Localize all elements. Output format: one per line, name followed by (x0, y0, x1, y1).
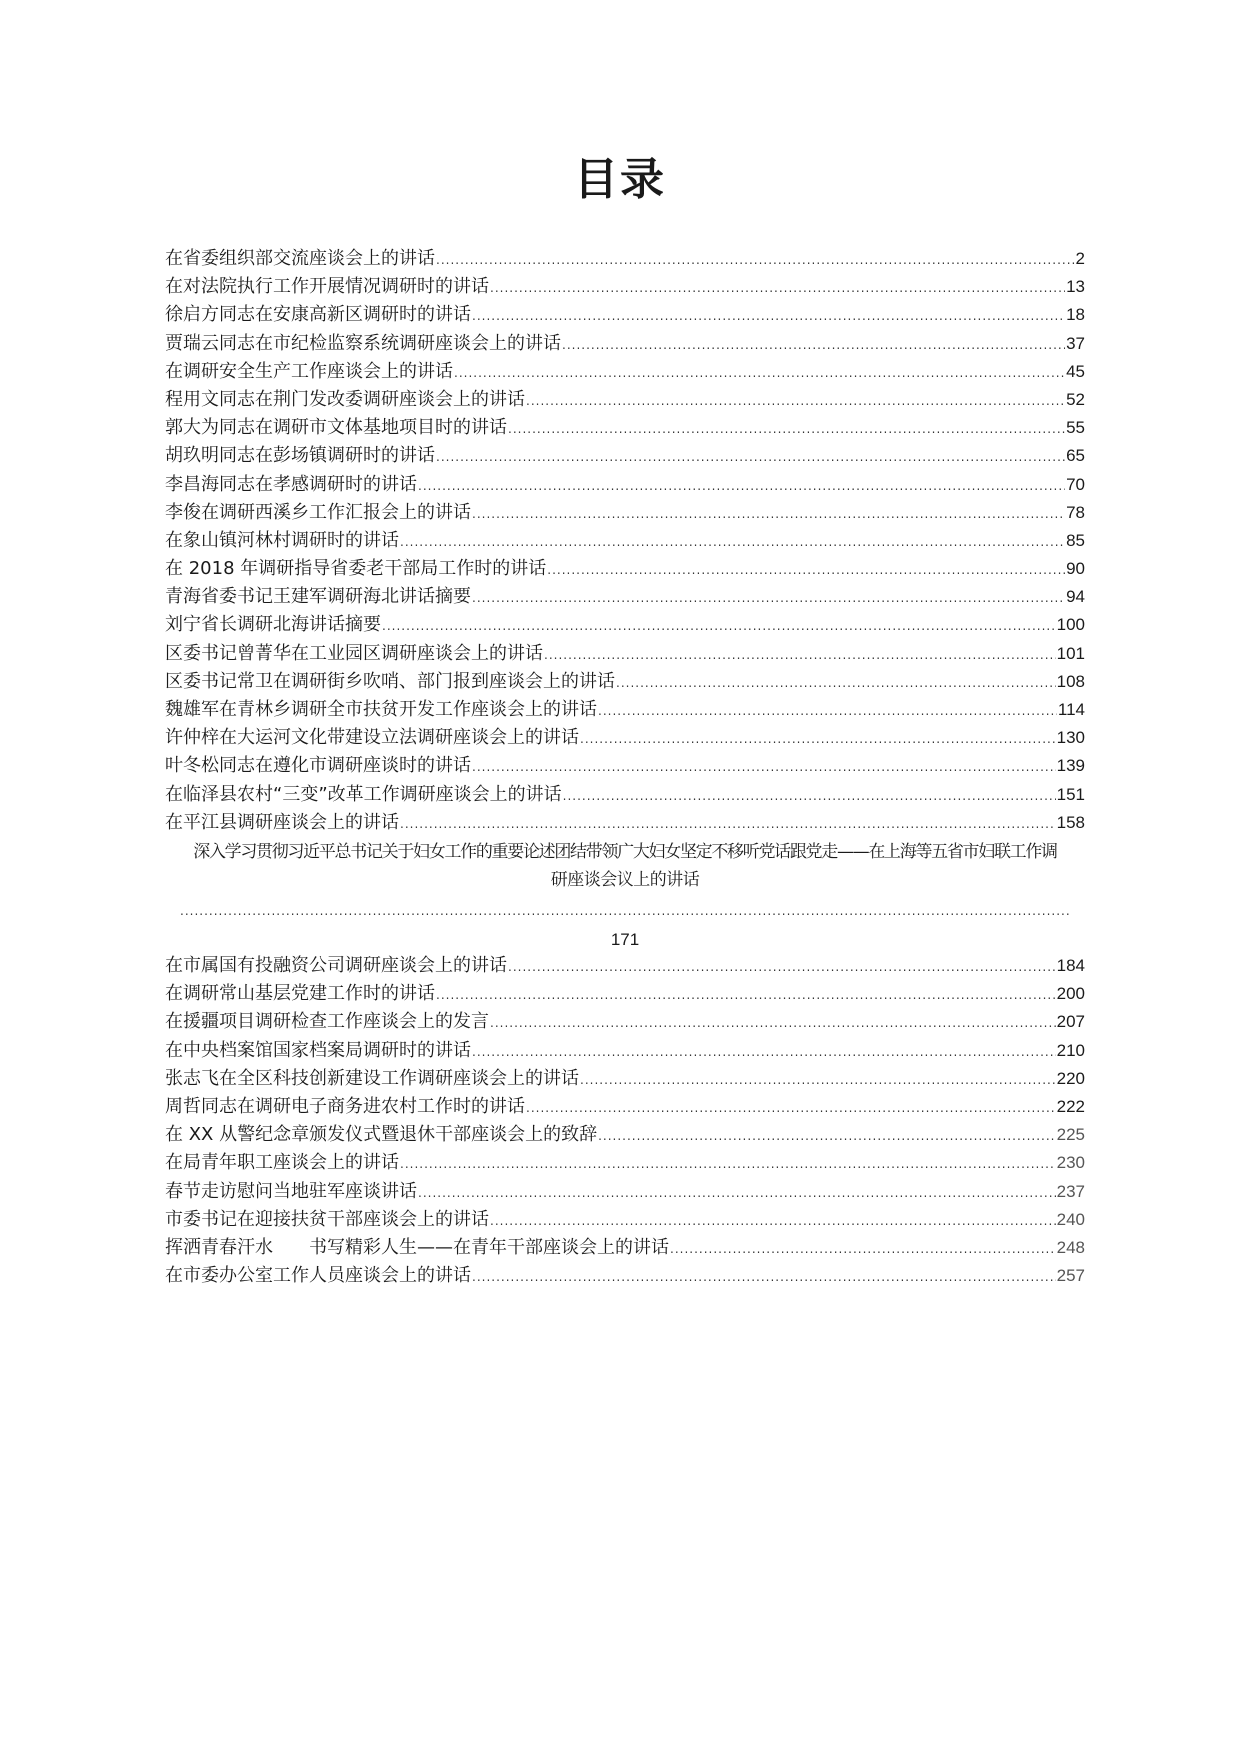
toc-list-part2 (165, 952, 1085, 1290)
toc-leader-dots (547, 556, 1065, 584)
toc-entry-page: 108 (1056, 671, 1085, 691)
toc-entry-title: 魏雄军在青林乡调研全市扶贫开发工作座谈会上的讲话 (165, 699, 597, 720)
toc-leader-dots (436, 246, 1075, 274)
toc-entry-title: 区委书记常卫在调研街乡吹哨、部门报到座谈会上的讲话 (165, 670, 615, 692)
toc-entry-title: 在援疆项目调研检查工作座谈会上的发言 (165, 1011, 489, 1033)
toc-entry-page: 13 (1066, 277, 1085, 297)
toc-entry-page: 100 (1056, 615, 1085, 635)
toc-entry-page: 184 (1056, 956, 1085, 975)
toc-entry[interactable] (165, 952, 1085, 980)
toc-entry-page: 94 (1066, 587, 1085, 607)
toc-entry-title: 李俊在调研西溪乡工作汇报会上的讲话 (165, 501, 471, 523)
toc-entry-title: 在调研安全生产工作座谈会上的讲话 (165, 360, 453, 382)
toc-leader-dots (616, 669, 1056, 697)
toc-entry-page: 230 (1056, 1153, 1085, 1173)
toc-entry-page: 225 (1056, 1125, 1085, 1145)
toc-leader-dots (526, 387, 1065, 415)
toc-entry-page: 210 (1056, 1040, 1085, 1060)
toc-entry[interactable] (165, 527, 1085, 555)
toc-leader-dots (436, 443, 1065, 471)
toc-entry-title: 挥洒青春汗水 书写精彩人生——在青年干部座谈会上的讲话 (165, 1236, 669, 1258)
toc-entry[interactable] (165, 1093, 1085, 1121)
page-title: 目录 (574, 154, 666, 205)
toc-entry-page: 78 (1066, 502, 1085, 522)
toc-entry[interactable] (165, 696, 1085, 724)
toc-entry-long[interactable] (165, 838, 1085, 952)
toc-leader-dots (472, 584, 1065, 612)
toc-entry-title: 张志飞在全区科技创新建设工作调研座谈会上的讲话 (165, 1067, 579, 1089)
toc-entry[interactable] (165, 809, 1085, 837)
toc-leader-dots (562, 331, 1065, 359)
toc-entry[interactable] (165, 752, 1085, 780)
toc-entry-page: 158 (1056, 812, 1085, 832)
toc-entry-title: 李昌海同志在孝感调研时的讲话 (165, 473, 417, 495)
toc-entry[interactable] (165, 1178, 1085, 1206)
toc-entry[interactable] (165, 1121, 1085, 1149)
toc-leader-dots (436, 981, 1056, 1009)
toc-entry-title: 市委书记在迎接扶贫干部座谈会上的讲话 (165, 1208, 489, 1230)
toc-leader-dots (472, 753, 1056, 781)
toc-leader-dots (563, 782, 1056, 810)
toc-entry-title: 刘宁省长调研北海讲话摘要 (165, 614, 381, 636)
toc-entry-title: 在市属国有投融资公司调研座谈会上的讲话 (165, 955, 507, 976)
toc-entry-title: 青海省委书记王建军调研海北讲话摘要 (165, 586, 471, 608)
toc-leader-dots (472, 1263, 1056, 1291)
toc-leader-dots (472, 500, 1065, 528)
toc-entry[interactable] (165, 1065, 1085, 1093)
toc-leader-dots (508, 415, 1065, 443)
toc-leader-dots (598, 1122, 1056, 1150)
toc-entry-title: 在平江县调研座谈会上的讲话 (165, 811, 399, 833)
toc-entry[interactable] (165, 980, 1085, 1008)
toc-entry[interactable] (165, 640, 1085, 668)
toc-entry[interactable] (165, 1149, 1085, 1177)
toc-entry-page: 45 (1066, 361, 1085, 381)
toc-entry-title: 在局青年职工座谈会上的讲话 (165, 1152, 399, 1174)
toc-entry-page: 114 (1057, 700, 1085, 719)
toc-entry-title: 在 XX 从警纪念章颁发仪式暨退休干部座谈会上的致辞 (165, 1124, 598, 1146)
toc-entry-page: 130 (1056, 728, 1085, 748)
toc-entry[interactable] (165, 273, 1085, 301)
toc-entry-title: 区委书记曾菁华在工业园区调研座谈会上的讲话 (165, 642, 543, 664)
toc-leader-dots (670, 1235, 1056, 1263)
toc-entry-page: 52 (1066, 389, 1085, 409)
toc-entry-page: 237 (1056, 1181, 1085, 1201)
toc-entry-page: 151 (1056, 784, 1085, 804)
toc-entry-title: 在市委办公室工作人员座谈会上的讲话 (165, 1265, 471, 1287)
toc-entry[interactable] (165, 499, 1085, 527)
toc-entry[interactable] (165, 330, 1085, 358)
toc-entry[interactable] (165, 555, 1085, 583)
toc-leader-dots (598, 697, 1057, 725)
toc-entry-title: 许仲梓在大运河文化带建设立法调研座谈会上的讲话 (165, 727, 579, 749)
toc-list-part1 (165, 245, 1085, 837)
toc-leader-dots (472, 1038, 1056, 1066)
toc-leader-dots (490, 1009, 1056, 1037)
toc-entry-title: 胡玖明同志在彭场镇调研时的讲话 (165, 445, 435, 467)
toc-entry[interactable] (165, 471, 1085, 499)
toc-leader-dots (400, 1150, 1056, 1178)
toc-entry-page: 85 (1066, 530, 1085, 550)
toc-entry[interactable] (165, 301, 1085, 329)
toc-entry-long-line1: 深入学习贯彻习近平总书记关于妇女工作的重要论述团结带领广大妇女坚定不移听党话跟党走——在上海等五省市妇联工作调 (193, 842, 1057, 862)
toc-entry-title: 春节走访慰问当地驻军座谈讲话 (165, 1180, 417, 1202)
toc-entry-title: 周哲同志在调研电子商务进农村工作时的讲话 (165, 1095, 525, 1117)
toc-entry-title: 在中央档案馆国家档案局调研时的讲话 (165, 1039, 471, 1061)
toc-entry-page: 207 (1056, 1012, 1085, 1032)
toc-entry[interactable] (165, 358, 1085, 386)
toc-entry-title: 在调研常山基层党建工作时的讲话 (165, 983, 435, 1005)
toc-entry-page: 37 (1066, 333, 1085, 353)
toc-entry-page: 2 (1075, 249, 1085, 268)
toc-leader-dots (490, 1207, 1056, 1235)
toc-entry[interactable] (165, 724, 1085, 752)
toc-entry-title: 程用文同志在荆门发改委调研座谈会上的讲话 (165, 388, 525, 410)
toc-entry-title: 在临泽县农村“三变”改革工作调研座谈会上的讲话 (165, 783, 562, 805)
toc-entry-title: 在对法院执行工作开展情况调研时的讲话 (165, 276, 489, 298)
toc-entry[interactable] (165, 1206, 1085, 1234)
toc-entry[interactable] (165, 583, 1085, 611)
toc-entry-title: 徐启方同志在安康高新区调研时的讲话 (165, 304, 471, 326)
toc-leader-dots (400, 810, 1056, 838)
toc-entry-page: 200 (1056, 984, 1085, 1004)
toc-leader-dots (526, 1094, 1056, 1122)
toc-entry[interactable] (165, 245, 1085, 273)
toc-entry-title: 在象山镇河林村调研时的讲话 (165, 529, 399, 551)
toc-entry-title: 郭大为同志在调研市文体基地项目时的讲话 (165, 417, 507, 439)
toc-leader-dots (490, 274, 1065, 302)
toc-entry[interactable] (165, 386, 1085, 414)
toc-entry-page: 55 (1066, 418, 1085, 438)
toc-entry[interactable] (165, 611, 1085, 639)
toc-leader-dots (400, 528, 1065, 556)
toc-leader-dots (580, 725, 1056, 753)
toc-entry[interactable] (165, 1234, 1085, 1262)
toc-entry[interactable] (165, 1008, 1085, 1036)
toc-entry-page: 18 (1066, 305, 1085, 325)
toc-entry-title: 叶冬松同志在遵化市调研座谈时的讲话 (165, 755, 471, 777)
toc-entry-page: 90 (1066, 559, 1085, 579)
toc-entry[interactable] (165, 781, 1085, 809)
toc-entry-page: 139 (1056, 756, 1085, 776)
toc-leader-dots (508, 953, 1056, 981)
toc-entry[interactable] (165, 668, 1085, 696)
toc-entry[interactable] (165, 442, 1085, 470)
toc-entry-page: 70 (1066, 474, 1085, 494)
toc-leader-dots (544, 641, 1056, 669)
toc-entry-page: 222 (1056, 1096, 1085, 1116)
toc-leader-dots (418, 1179, 1056, 1207)
toc-entry-page: 101 (1056, 643, 1085, 663)
toc-entry-page: 257 (1056, 1266, 1085, 1286)
toc-leader-dots (454, 359, 1065, 387)
toc-leader-dots (472, 302, 1065, 330)
toc-entry-page: 240 (1056, 1209, 1085, 1229)
toc-entry[interactable] (165, 1262, 1085, 1290)
toc-leader-dots (180, 904, 1070, 918)
toc-entry-page: 65 (1066, 446, 1085, 466)
toc-entry-page: 220 (1056, 1068, 1085, 1088)
toc-entry-title: 在 2018 年调研指导省委老干部局工作时的讲话 (165, 558, 547, 580)
toc-entry[interactable] (165, 414, 1085, 442)
toc-leader-dots (418, 472, 1065, 500)
toc-entry-page: 248 (1056, 1237, 1085, 1257)
toc-entry-long-page: 171 (610, 930, 640, 949)
toc-entry[interactable] (165, 1037, 1085, 1065)
toc-leader-dots (382, 612, 1056, 640)
toc-entry-long-line2: 研座谈会议上的讲话 (550, 870, 700, 890)
toc-entry-title: 贾瑞云同志在市纪检监察系统调研座谈会上的讲话 (165, 332, 561, 354)
toc-entry-title: 在省委组织部交流座谈会上的讲话 (165, 248, 435, 269)
toc-leader-dots (580, 1066, 1056, 1094)
